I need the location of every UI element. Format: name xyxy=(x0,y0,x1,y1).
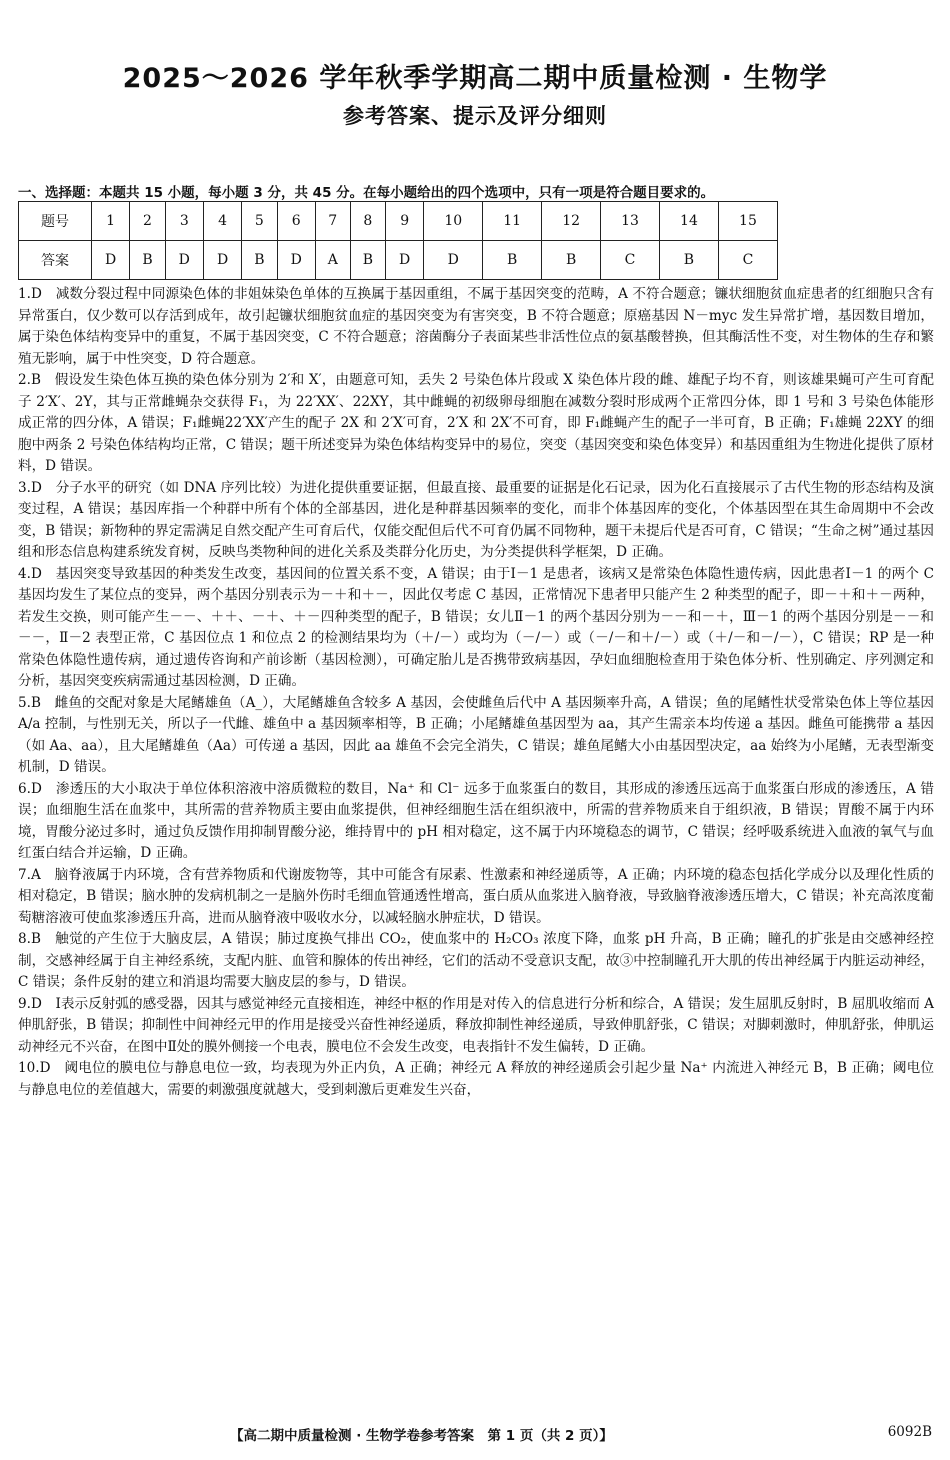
explanation-item-5: 5.B 雌鱼的交配对象是大尾鳍雄鱼（A_），大尾鳍雄鱼含较多 A 基因，会使雌鱼后代中 A 基因频率升高，A 错误；鱼的尾鳍性状受常染色体上等位基因 A/a 控制，与性别无关，所以子一代雌、雄鱼中 a 基因频率相等，B 正确；小尾鳍雄鱼基因型为 aa，其产生需亲本均传递 a 基因。雌鱼可能携带 a 基因（如 Aa、aa），且大尾鳍雄鱼（Aa）可传递 a 基因，因此 aa 雄鱼不会完全消失，C 错误；雄鱼尾鳍大小由基因型决定，aa 始终为小尾鳍，无表型渐变机制，D 错误。 xyxy=(18,694,934,775)
footer-code: 6092B xyxy=(887,1424,932,1440)
table-cell: B xyxy=(130,241,165,280)
section-heading: 一、选择题：本题共 15 小题，每小题 3 分，共 45 分。在每小题给出的四个选项中，只有一项是符合题目要求的。 xyxy=(18,185,715,201)
explanation-item-4: 4.D 基因突变导致基因的种类发生改变，基因间的位置关系不变，A 错误；由于Ⅰ－1 是患者，该病又是常染色体隐性遗传病，因此患者Ⅰ－1 的两个 C 基因均发生了某位点的变异，两个基因分别表示为－＋和＋－，因此仅考虑 C 基因，正常情况下患者甲只能产生 2 种类型的配子，即－＋和＋－两种，若发生交换，则可能产生－－、＋＋、－＋、＋－四种类型的配子，B 错误；女儿Ⅱ－1 的两个基因分别为－－和－＋，Ⅲ－1 的两个基因分别是－－和－－，Ⅱ－2 表型正常，C 基因位点 1 和位点 2 的检测结果均为（＋/－）或均为（－/－）或（－/－和＋/－）或（＋/－和－/－），C 错误；RP 是一种常染色体隐性遗传病，通过遗传咨询和产前诊断（基因检测），可确定胎儿是否携带致病基因，孕妇血细胞检查用于染色体分析、性别确定、序列测定和分析，基因突变疾病需通过基因检测，D 正确。 xyxy=(18,565,934,689)
footer-page-info: 【高二期中质量检测 · 生物学卷参考答案 第 1 页（共 2 页）】 xyxy=(230,1428,613,1444)
table-cell: B xyxy=(659,241,718,280)
table-cell: D xyxy=(386,241,424,280)
table-cell: B xyxy=(542,241,601,280)
table-cell: D xyxy=(424,241,483,280)
page-title: 2025～2026 学年秋季学期高二期中质量检测 · 生物学 xyxy=(122,63,828,94)
table-cell: 13 xyxy=(601,202,660,241)
explanation-item-2: 2.B 假设发生染色体互换的染色体分别为 2′和 X′，由题意可知，丢失 2 号染色体片段或 X 染色体片段的雌、雄配子均不育，则该雄果蝇可产生可育配子 2′X′、2Y，其与正常雌蝇杂交获得 F₁，为 22′XX′、22XY，其中雌蝇的初级卵母细胞在减数分裂时形成两个正常四分体，即 1 号和 3 号染色体能形成正常的四分体，A 错误；F₁雌蝇22′XX′产生的配子 2X 和 2′X′可育，2′X 和 2X′不可育，即 F₁雌蝇产生的配子一半可育，B 正确；F₁雄蝇 22XY 的细胞中两条 2 号染色体结构均正常，C 错误；题干所述变异为染色体结构变异中的易位，突变（基因突变和染色体变异）和基因重组为生物进化提供了原材料，D 错误。 xyxy=(18,372,934,474)
table-cell: 11 xyxy=(483,202,542,241)
explanation-item-9: 9.D Ⅰ表示反射弧的感受器，因其与感觉神经元直接相连，神经中枢的作用是对传入的信息进行分析和综合，A 错误；发生屈肌反射时，B 屈肌收缩而 A 伸肌舒张，B 错误；抑制性中间神经元甲的作用是接受兴奋性神经递质，释放抑制性神经递质，导致伸肌舒张，C 错误；对脚刺激时，伸肌舒张，伸肌运动神经元不兴奋，在图中Ⅱ处的膜外侧接一个电表，膜电位不会发生改变，电表指针不发生偏转，D 正确。 xyxy=(18,995,934,1055)
table-cell: D xyxy=(203,241,241,280)
table-cell: 14 xyxy=(659,202,718,241)
explanation-item-10: 10.D 阈电位的膜电位与静息电位一致，均表现为外正内负，A 正确；神经元 A 释放的神经递质会引起少量 Na⁺ 内流进入神经元 B，B 正确；阈电位与静息电位的差值越大，需要的刺激强度就越大，受到刺激后更难发生兴奋， xyxy=(18,1060,934,1098)
table-cell: 10 xyxy=(424,202,483,241)
explanation-item-1: 1.D 减数分裂过程中同源染色体的非姐妹染色单体的互换属于基因重组，不属于基因突变的范畴，A 不符合题意；镰状细胞贫血症患者的红细胞只含有异常蛋白，仅少数可以存活到成年，故引起镰状细胞贫血症的基因突变为有害突变，B 不符合题意；原癌基因 N－myc 发生异常扩增，基因数目增加，属于染色体结构变异中的重复，不属于基因突变，C 不符合题意；溶菌酶分子表面某些非活性位点的氨基酸替换，但其酶活性不变，对生物体的生存和繁殖无影响，属于中性突变，D 符合题意。 xyxy=(18,286,934,367)
table-cell: 5 xyxy=(242,202,277,241)
table-cell: 8 xyxy=(350,202,385,241)
table-cell: A xyxy=(315,241,350,280)
table-cell: 4 xyxy=(203,202,241,241)
table-cell: 15 xyxy=(718,202,777,241)
explanation-item-3: 3.D 分子水平的研究（如 DNA 序列比较）为进化提供重要证据，但最直接、最重要的证据是化石记录，因为化石直接展示了古代生物的形态结构及演变过程，A 错误；基因库指一个种群中所有个体的全部基因，进化是种群基因频率的变化，而非个体基因库的变化，个体基因型在其生命周期中不会改变，B 错误；新物种的界定需满足自然交配产生可育后代，仅能交配但后代不可育仍属不同物种，题干未提后代是否可育，C 错误；“生命之树”通过基因组和形态信息构建系统发育树，反映鸟类物种间的进化关系及类群分化历史，为分类提供科学框架，D 正确。 xyxy=(18,479,934,560)
explanation-item-7: 7.A 脑脊液属于内环境，含有营养物质和代谢废物等，其中可能含有尿素、性激素和神经递质等，A 正确；内环境的稳态包括化学成分以及理化性质的相对稳定，B 错误；脑水肿的发病机制之一是脑外伤时毛细血管通透性增高，蛋白质从血浆进入脑脊液，导致脑脊液渗透压增大，C 错误；补充高浓度葡萄糖溶液可使血浆渗透压升高，进而从脑脊液中吸收水分，以减轻脑水肿症状，D 错误。 xyxy=(18,866,934,926)
table-cell: 1 xyxy=(92,202,130,241)
table-cell: D xyxy=(165,241,203,280)
answer-table xyxy=(18,201,778,280)
table-row-answers xyxy=(19,241,778,280)
page-subtitle: 参考答案、提示及评分细则 xyxy=(343,104,607,128)
table-cell: B xyxy=(483,241,542,280)
table-cell: B xyxy=(242,241,277,280)
explanation-item-6: 6.D 渗透压的大小取决于单位体积溶液中溶质微粒的数目，Na⁺ 和 Cl⁻ 远多于血浆蛋白的数目，其形成的渗透压远高于血浆蛋白形成的渗透压，A 错误；血细胞生活在血浆中，其所需的营养物质主要由血浆提供，但神经细胞生活在组织液中，所需的营养物质来自于组织液，B 错误；胃酸不属于内环境，胃酸分泌过多时，通过负反馈作用抑制胃酸分泌，维持胃中的 pH 相对稳定，这不属于内环境稳态的调节，C 错误；经呼吸系统进入血液的氧气与血红蛋白结合并运输，D 正确。 xyxy=(18,780,934,861)
table-cell: C xyxy=(601,241,660,280)
table-cell: 3 xyxy=(165,202,203,241)
row-label-answer: 答案 xyxy=(19,241,92,280)
table-cell: D xyxy=(277,241,315,280)
table-cell: 6 xyxy=(277,202,315,241)
explanation-list xyxy=(18,284,934,1101)
table-cell: 2 xyxy=(130,202,165,241)
explanation-item-8: 8.B 触觉的产生位于大脑皮层，A 错误；肺过度换气排出 CO₂，使血浆中的 H₂CO₃ 浓度下降，血浆 pH 升高，B 正确；瞳孔的扩张是由交感神经控制，交感神经属于自主神经系统，支配内脏、血管和腺体的传出神经，它们的活动不受意识支配，故③中控制瞳孔开大肌的传出神经属于内脏运动神经，C 错误；条件反射的建立和消退均需要大脑皮层的参与，D 错误。 xyxy=(18,931,934,990)
table-cell: C xyxy=(718,241,777,280)
table-cell: 9 xyxy=(386,202,424,241)
table-cell: 12 xyxy=(542,202,601,241)
row-label-number: 题号 xyxy=(19,202,92,241)
table-cell: 7 xyxy=(315,202,350,241)
table-cell: B xyxy=(350,241,385,280)
table-row-numbers xyxy=(19,202,778,241)
table-cell: D xyxy=(92,241,130,280)
